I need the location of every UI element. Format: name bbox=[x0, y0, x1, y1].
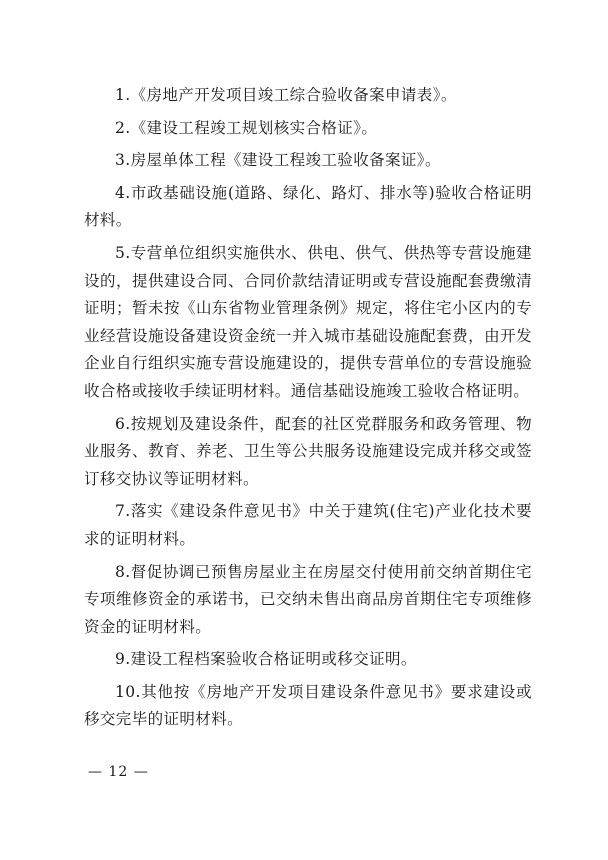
item-10-paragraph: 10.其他按《房地产开发项目建设条件意见书》要求建设或移交完毕的证明材料。 bbox=[84, 682, 532, 729]
item-3-paragraph: 3.房屋单体工程《建设工程竣工验收备案证》。 bbox=[115, 151, 441, 170]
item-1-paragraph: 1.《房地产开发项目竣工综合验收备案申请表》。 bbox=[115, 86, 457, 104]
item-9-paragraph: 9.建设工程档案验收合格证明或移交证明。 bbox=[115, 650, 417, 669]
document-body bbox=[84, 82, 532, 739]
item-2-paragraph: 2.《建设工程竣工规划核实合格证》。 bbox=[115, 118, 378, 137]
item-8-paragraph: 8.督促协调已预售房屋业主在房屋交付使用前交纳首期住宅专项维修资金的承诺书，已交纳未售出商品房首期住宅专项维修资金的证明材料。 bbox=[84, 562, 532, 636]
item-4-paragraph: 4.市政基础设施(道路、绿化、路灯、排水等)验收合格证明材料。 bbox=[84, 183, 532, 230]
item-7-paragraph: 7.落实《建设条件意见书》中关于建筑(住宅)产业化技术要求的证明材料。 bbox=[84, 502, 532, 548]
page-number: — 12 — bbox=[88, 764, 149, 780]
item-6-paragraph: 6.按规划及建设条件，配套的社区党群服务和政务管理、物业服务、教育、养老、卫生等公共服务设施建设完成并移交或签订移交协议等证明材料。 bbox=[84, 414, 532, 488]
item-5-paragraph: 5.专营单位组织实施供水、供电、供气、供热等专营设施建设的，提供建设合同、合同价款结清证明或专营设施配套费缴清证明；暂未按《山东省物业管理条例》规定，将住宅小区内的专业经营设施设备建设资金统一并入城市基础设施配套费，由开发企业自行组织实施专营设施建设的，提供专营单位的专营设施验收合格或接收手续证明材料。通信基础设施竣工验收合格证明。 bbox=[84, 243, 532, 400]
